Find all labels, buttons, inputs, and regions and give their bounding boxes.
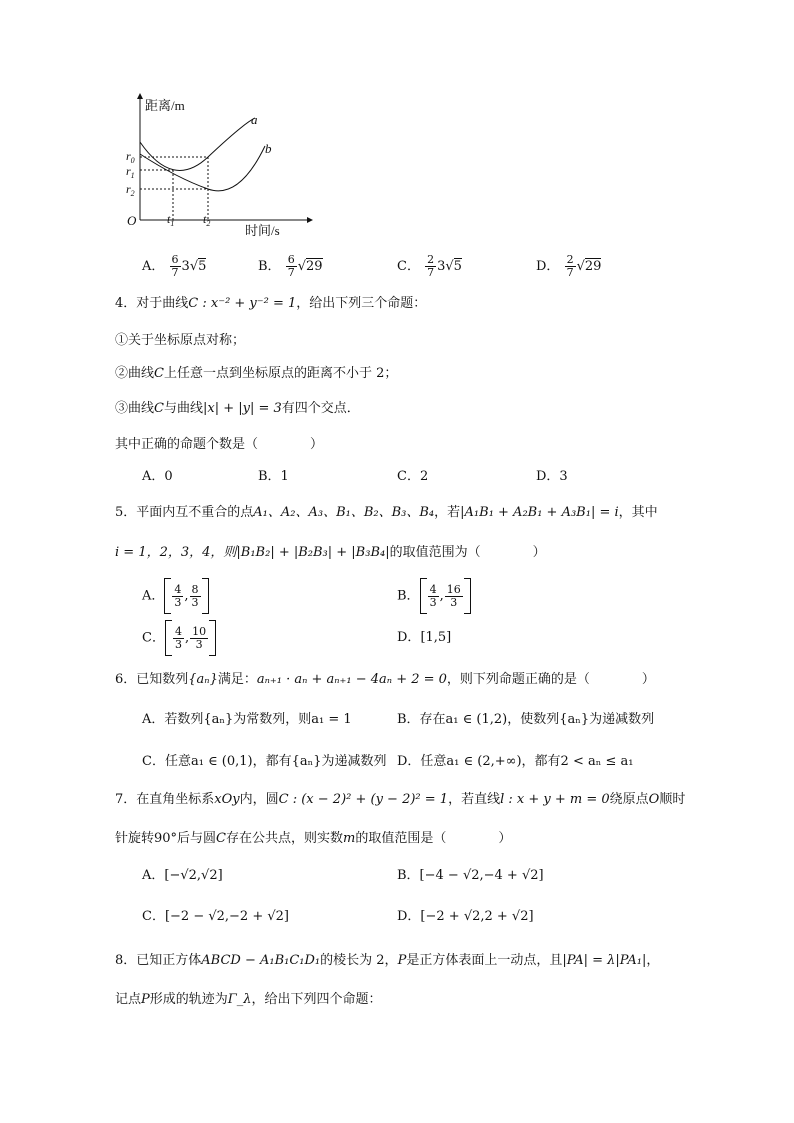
q5-option-d[interactable]: D．[1,5] xyxy=(397,630,452,645)
curve-a-label: a xyxy=(251,112,258,127)
q6-option-b[interactable]: B．存在a₁ ∈ (1,2)，使数列{aₙ}为递减数列 xyxy=(397,712,655,727)
curve-b-label: b xyxy=(265,141,272,156)
q7-option-d[interactable]: D．[−2 + √2,2 + √2] xyxy=(397,909,534,924)
r2-label: $r_2$ xyxy=(126,182,135,198)
q7-stem: 7．在直角坐标系xOy内，圆C : (x − 2)² + (y − 2)² = 1，若直线l : x + y + m = 0绕原点O顺时 xyxy=(115,792,686,807)
t1-label: $t_1$ xyxy=(167,212,175,228)
origin-label: O xyxy=(127,213,137,228)
q5-option-a[interactable]: A． $\frac{4}{3}$ , $\frac{8}{3}$ xyxy=(142,578,209,614)
q6-stem: 6．已知数列{aₙ}满足：aₙ₊₁ · aₙ + aₙ₊₁ − 4aₙ + 2 = 0，则下列命题正确的是（ ） xyxy=(115,672,655,687)
r1-label: $r_1$ xyxy=(126,164,135,180)
q3-option-b[interactable]: B． $\frac{6}{7}$ √29 xyxy=(258,253,323,279)
q4-option-b[interactable]: B．1 xyxy=(258,469,289,484)
q5-option-c[interactable]: C． $\frac{4}{3}$ , $\frac{10}{3}$ xyxy=(142,620,216,656)
fraction: $\frac{6}{7}$ xyxy=(171,253,179,279)
q4-option-a[interactable]: A．0 xyxy=(142,469,173,484)
fraction: $\frac{6}{7}$ xyxy=(287,253,295,279)
x-axis-label: 时间/s xyxy=(245,223,280,238)
q3-option-a[interactable]: A． $\frac{6}{7}$ 3√5 xyxy=(142,253,207,279)
y-axis-label: 距离/m xyxy=(145,98,185,113)
q7-option-c[interactable]: C．[−2 − √2,−2 + √2] xyxy=(142,909,289,924)
q4-option-c[interactable]: C．2 xyxy=(397,469,429,484)
curve-a xyxy=(140,118,255,170)
fraction: $\frac{2}{7}$ xyxy=(566,253,574,279)
q6-option-a[interactable]: A．若数列{aₙ}为常数列，则a₁ = 1 xyxy=(142,712,352,727)
q5-stem: 5．平面内互不重合的点A₁、A₂、A₃、B₁、B₂、B₃、B₄，若|A₁B₁ + A₂B₁ + A₃B₁| = i，其中 xyxy=(115,505,658,520)
q6-option-d[interactable]: D．任意a₁ ∈ (2,+∞)，都有2 < aₙ ≤ a₁ xyxy=(397,754,634,769)
q8-stem: 8．已知正方体ABCD − A₁B₁C₁D₁的棱长为 2，P是正方体表面上一动点，且|PA| = λ|PA₁|， xyxy=(115,953,660,968)
distance-time-graph xyxy=(115,90,315,240)
q6-option-c[interactable]: C．任意a₁ ∈ (0,1)，都有{aₙ}为递减数列 xyxy=(142,754,387,769)
q5-option-b[interactable]: B． $\frac{4}{3}$ , $\frac{16}{3}$ xyxy=(397,578,471,614)
q4-option-d[interactable]: D．3 xyxy=(536,469,568,484)
q3-option-d[interactable]: D． $\frac{2}{7}$ √29 xyxy=(536,253,602,279)
q4-stem: 4．对于曲线C : x⁻² + y⁻² = 1，给出下列三个命题： xyxy=(115,296,427,311)
q8-stem-line2: 记点P形成的轨迹为Γ_λ，给出下列四个命题： xyxy=(115,992,382,1007)
t2-label: $t_2$ xyxy=(203,212,211,228)
q4-proposition-3: ③曲线C与曲线|x| + |y| = 3有四个交点． xyxy=(115,401,360,416)
q4-proposition-2: ②曲线C上任意一点到坐标原点的距离不小于 2； xyxy=(115,366,398,381)
q7-stem-line2: 针旋转90°后与圆C存在公共点，则实数m的取值范围是（ ） xyxy=(115,831,512,846)
q7-option-b[interactable]: B．[−4 − √2,−4 + √2] xyxy=(397,868,544,883)
curve-b xyxy=(140,146,265,191)
q5-stem-line2: i = 1，2，3，4，则|B₁B₂| + |B₂B₃| + |B₃B₄|的取值范围为（ ） xyxy=(115,545,546,560)
q4-proposition-1: ①关于坐标原点对称； xyxy=(115,333,246,348)
q7-option-a[interactable]: A．[−√2,√2] xyxy=(142,868,223,883)
q3-option-c[interactable]: C． $\frac{2}{7}$ 3√5 xyxy=(397,253,462,279)
fraction: $\frac{2}{7}$ xyxy=(427,253,435,279)
r0-label: $r_0$ xyxy=(126,149,135,165)
q4-question: 其中正确的命题个数是（ ） xyxy=(115,437,324,452)
